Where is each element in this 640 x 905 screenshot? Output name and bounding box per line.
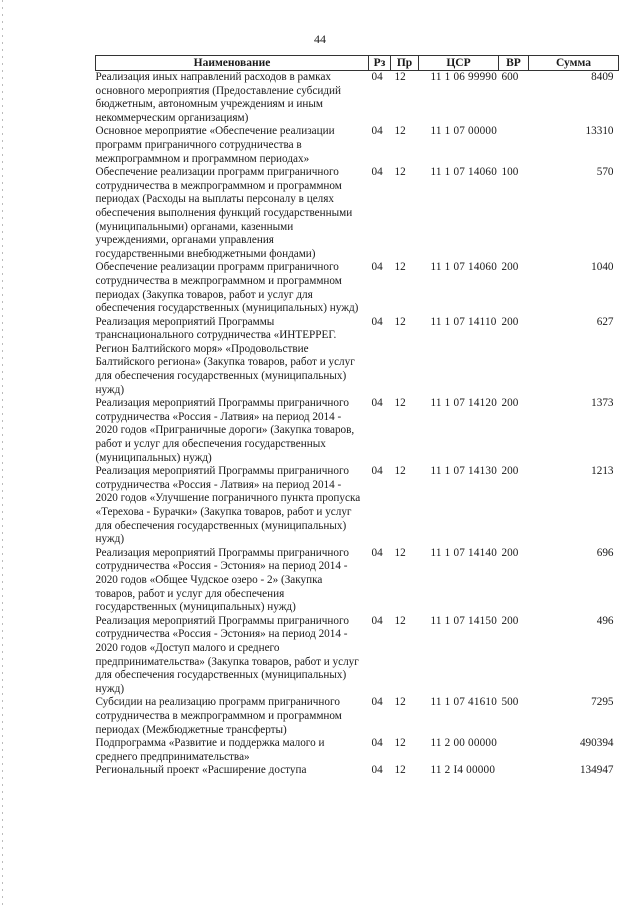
cell-vr: 200 [501,315,519,328]
table-row [96,316,619,398]
scan-margin-line [2,0,3,905]
cell-rz: 04 [371,465,383,478]
cell-csr: 11 1 07 14130 [430,465,498,478]
cell-csr: 11 1 07 14060 [430,261,498,274]
table-row [96,696,619,737]
cell-pr: 12 [394,546,406,559]
cell-sum: 7295 [591,696,614,709]
table-row [96,737,619,764]
cell-name: Реализация мероприятий Программы приграничного сотрудничества «Россия - Латвия» на период 2014 - 2020 годов «Улучшение пограничного пункта пропуска «Терехова - Бурачки» (Закупка товаров, работ и услуг для обеспечения государственных (муниципальных) нужд) [95,465,361,546]
cell-rz: 04 [371,261,383,274]
header-csr: ЦСР [419,56,499,71]
cell-pr: 12 [394,125,406,138]
cell-pr: 12 [394,397,406,410]
page-number: 44 [314,32,326,46]
cell-vr: 500 [501,696,519,709]
table-header-row [96,56,619,71]
cell-name: Региональный проект «Расширение доступа [95,764,307,777]
cell-sum: 627 [596,315,614,328]
table-row [96,261,619,315]
table-body [96,71,619,778]
cell-vr: 200 [501,261,519,274]
cell-sum: 490394 [579,737,614,750]
cell-pr: 12 [394,71,406,83]
cell-pr: 12 [394,166,406,179]
table-row [96,615,619,697]
cell-vr: 200 [501,546,519,559]
cell-rz: 04 [371,397,383,410]
header-sum: Сумма [529,56,619,71]
cell-pr: 12 [394,614,406,627]
cell-vr [499,125,529,166]
cell-csr: 11 1 07 14110 [430,315,497,328]
cell-csr: 11 1 07 41610 [430,696,498,709]
table-row [96,166,619,261]
cell-rz: 04 [371,696,383,709]
cell-vr: 100 [501,166,519,179]
cell-csr: 11 1 06 99990 [430,71,498,83]
cell-sum: 134947 [579,764,614,777]
cell-rz: 04 [371,125,383,138]
cell-csr: 11 1 07 14140 [430,546,498,559]
cell-vr: 200 [501,465,519,478]
table-row [96,547,619,615]
header-rz: Рз [369,56,391,71]
cell-rz: 04 [371,71,383,83]
cell-sum: 570 [596,166,614,179]
cell-rz: 04 [371,764,383,777]
cell-vr: 200 [501,397,519,410]
cell-name: Реализация мероприятий Программы транснационального сотрудничества «ИНТЕРРЕГ. Регион Балтийского моря» «Продовольствие Балтийского региона» (Закупка товаров, работ и услуг для обеспечения государственных (муниципальных) нужд) [95,315,355,396]
cell-csr: 11 1 07 14060 [430,166,498,179]
cell-name: Реализация мероприятий Программы приграничного сотрудничества «Россия - Эстония» на период 2014 - 2020 годов «Доступ малого и среднего предпринимательства» (Закупка товаров, работ и услуг для обеспечения государственных (муниципальных) нужд) [95,614,359,695]
cell-pr: 12 [394,764,406,777]
table-row [96,125,619,166]
table-row [96,764,619,778]
cell-vr [499,737,529,764]
cell-pr: 12 [394,315,406,328]
cell-csr: 11 1 07 14120 [430,397,498,410]
budget-table [95,55,619,778]
cell-sum: 8409 [591,71,614,83]
cell-sum: 1040 [591,261,614,274]
cell-pr: 12 [394,737,406,750]
cell-rz: 04 [371,315,383,328]
cell-csr: 11 2 00 00000 [430,737,498,750]
cell-csr: 11 1 07 14150 [430,614,498,627]
cell-name: Подпрограмма «Развитие и поддержка малого и среднего предпринимательства» [95,737,325,763]
cell-pr: 12 [394,465,406,478]
cell-name: Основное мероприятие «Обеспечение реализации программ приграничного сотрудничества в межпрограммном и программном периодах» [95,125,335,165]
cell-name: Обеспечение реализации программ приграничного сотрудничества в межпрограммном и программном периодах (Закупка товаров, работ и услуг для обеспечения государственных (муниципальных) нужд) [95,261,359,315]
cell-csr: 11 1 07 00000 [430,125,498,138]
cell-name: Субсидии на реализацию программ приграничного сотрудничества в межпрограммном и программном периодах (Межбюджетные трансферты) [95,696,342,736]
cell-pr: 12 [394,261,406,274]
cell-csr: 11 2 I4 00000 [430,764,496,777]
cell-rz: 04 [371,166,383,179]
header-pr: Пр [391,56,419,71]
header-name: Наименование [96,56,369,71]
cell-name: Реализация иных направлений расходов в рамках основного мероприятия (Предоставление субсидий бюджетным, автономным учреждениям и иным некоммерческим организациям) [95,71,341,124]
cell-sum: 13310 [585,125,614,138]
cell-rz: 04 [371,614,383,627]
cell-rz: 04 [371,737,383,750]
cell-vr: 600 [501,71,519,83]
cell-sum: 496 [596,614,614,627]
table-row [96,465,619,547]
cell-sum: 696 [596,546,614,559]
cell-sum: 1373 [591,397,614,410]
cell-rz: 04 [371,546,383,559]
table-row [96,71,619,126]
cell-pr: 12 [394,696,406,709]
cell-name: Обеспечение реализации программ приграничного сотрудничества в межпрограммном и программном периодах (Расходы на выплаты персоналу в целях обеспечения выполнения функций государственными (муниципальными) органами, казенными учреждениями, органами управления государственными внебюджетными фондами) [95,166,353,260]
header-vr: ВР [499,56,529,71]
cell-vr: 200 [501,614,519,627]
cell-name: Реализация мероприятий Программы приграничного сотрудничества «Россия - Эстония» на период 2014 - 2020 годов «Общее Чудское озеро - 2» (Закупка товаров, работ и услуг для обеспечения государственных (муниципальных) нужд) [95,546,349,614]
cell-name: Реализация мероприятий Программы приграничного сотрудничества «Россия - Латвия» на период 2014 - 2020 годов «Приграничные дороги» (Закупка товаров, работ и услуг для обеспечения государственных (муниципальных) нужд) [95,397,355,464]
cell-vr [499,764,529,778]
table-row [96,397,619,465]
cell-sum: 1213 [591,465,614,478]
